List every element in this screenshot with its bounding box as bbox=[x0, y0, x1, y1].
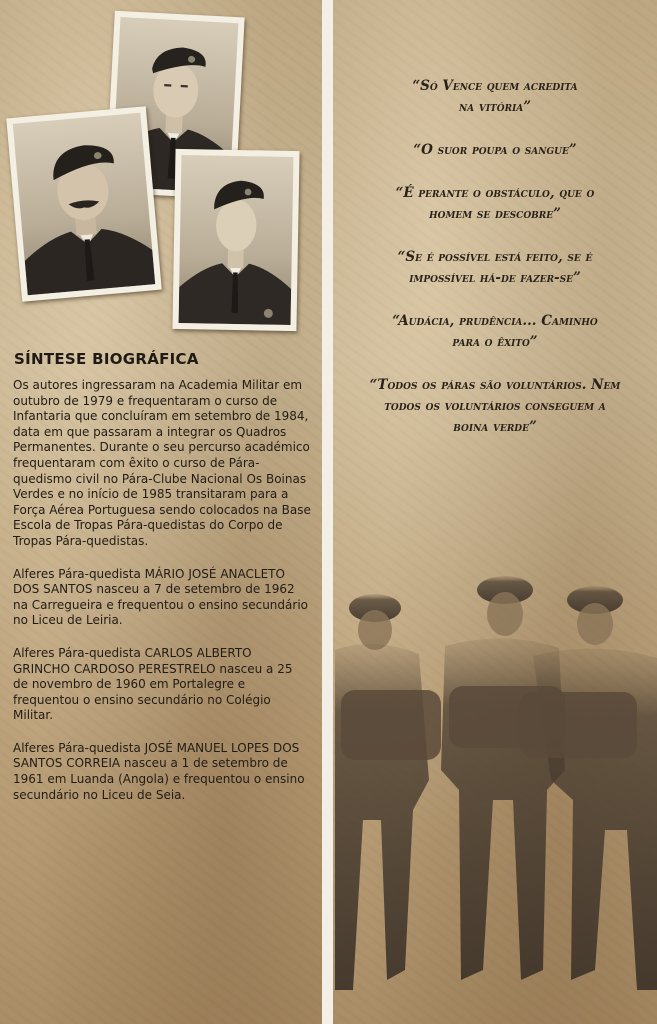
quote-2: “O suor poupa o sangue” bbox=[413, 142, 577, 158]
soldier-left bbox=[335, 594, 441, 990]
left-panel bbox=[0, 0, 322, 1024]
quote-4: “Se é possível está feito, se é impossível há-de fazer-se” bbox=[397, 249, 593, 286]
bio-title: SÍNTESE BIOGRÁFICA bbox=[14, 350, 199, 368]
portrait-photo-3 bbox=[172, 149, 299, 331]
page-divider bbox=[322, 0, 333, 1024]
quote-6: “Todos os páras são voluntários. Nem todos os voluntários conseguem a boina verde” bbox=[369, 377, 621, 435]
paratroopers-photo bbox=[333, 570, 657, 1024]
quote-3: “É perante o obstáculo, que o homem se descobre” bbox=[395, 185, 595, 222]
quote-5: “Audácia, prudência... Caminho para o êxito” bbox=[392, 313, 598, 350]
motto-quotes bbox=[333, 76, 657, 460]
bio-paragraph-jose: Alferes Pára-quedista JOSÉ MANUEL LOPES DOS SANTOS CORREIA nasceu a 1 de setembro de 1961 em Luanda (Angola) e frequentou o ensino secundário no Liceu de Seia. bbox=[13, 740, 305, 802]
bio-paragraph-intro: Os autores ingressaram na Academia Militar em outubro de 1979 e frequentaram o curso de Infantaria que concluíram em setembro de 1984, data em que passaram a integrar os Quadros Permanentes. Durante o seu percurso académico frequentaram com êxito o curso de Pára-quedismo civil no Pára-Clube Nacional Os Boinas Verdes e no início de 1985 transitaram para a Força Aérea Portuguesa sendo colocados na Base Escola de Tropas Pára-quedistas do Corpo de Tropas Pára-quedistas. bbox=[13, 378, 311, 548]
quote-1: “Só Vence quem acredita na vitória” bbox=[412, 78, 578, 115]
right-panel bbox=[333, 0, 657, 1024]
bio-paragraph-mario: Alferes Pára-quedista MÁRIO JOSÉ ANACLETO DOS SANTOS nasceu a 7 de setembro de 1962 na Carregueira e frequentou o ensino secundário no Liceu de Leiria. bbox=[13, 566, 308, 628]
bio-paragraph-carlos: Alferes Pára-quedista CARLOS ALBERTO GRINCHO CARDOSO PERESTRELO nasceu a 25 de novembro de 1960 em Portalegre e frequentou o ensino secundário no Colégio Militar. bbox=[13, 645, 293, 723]
bio-text bbox=[13, 378, 311, 820]
portrait-3-illustration bbox=[179, 155, 294, 325]
soldier-center bbox=[441, 576, 565, 980]
portrait-2-illustration bbox=[13, 113, 156, 296]
portrait-photo-2 bbox=[6, 106, 162, 302]
